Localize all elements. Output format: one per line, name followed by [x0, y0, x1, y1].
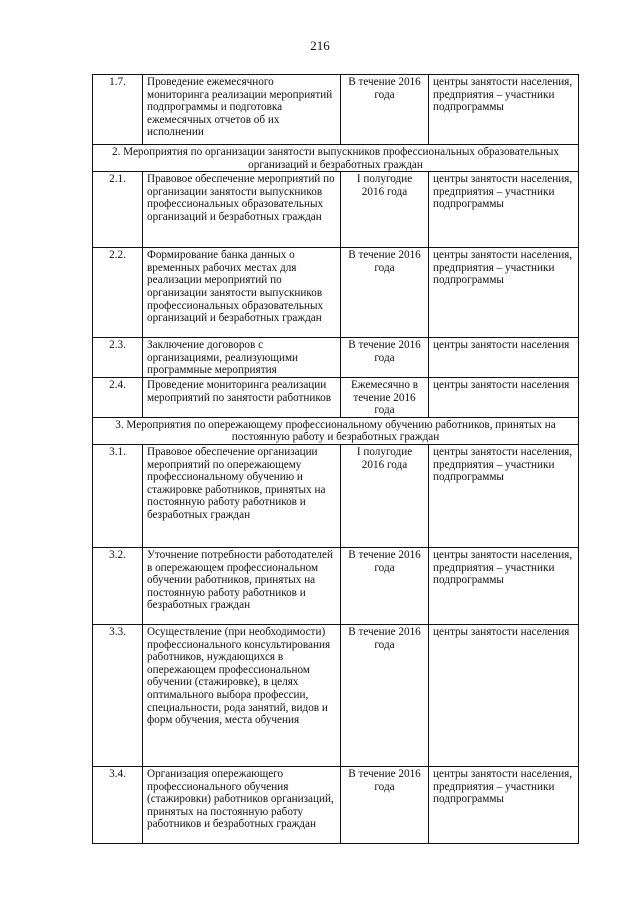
- row-number: 3.1.: [93, 444, 143, 547]
- section-title: 3. Мероприятия по опережающему профессиональному обучению работников, принятых на постоянную работу и безработных граждан: [93, 417, 579, 444]
- measure-text: Заключение договоров с организациями, реализующими программные мероприятия: [143, 338, 341, 378]
- table-row: [93, 624, 579, 766]
- section-header-row: [93, 145, 579, 172]
- measure-text: Формирование банка данных о временных рабочих местах для реализации мероприятий по организации занятости выпускников профессиональных образовательных организаций и безработных граждан: [143, 248, 341, 338]
- executor-text: центры занятости населения, предприятия – участники подпрограммы: [429, 248, 579, 338]
- measure-text: Правовое обеспечение мероприятий по организации занятости выпускников профессиональных образовательных организаций и безработных граждан: [143, 172, 341, 248]
- table-row: [93, 172, 579, 248]
- row-number: 2.3.: [93, 338, 143, 378]
- table-row: [93, 766, 579, 843]
- row-number: 2.1.: [93, 172, 143, 248]
- executor-text: центры занятости населения, предприятия – участники подпрограммы: [429, 172, 579, 248]
- executor-text: центры занятости населения, предприятия – участники подпрограммы: [429, 444, 579, 547]
- term-text: I полугодие 2016 года: [341, 172, 429, 248]
- term-text: В течение 2016 года: [341, 248, 429, 338]
- term-text: В течение 2016 года: [341, 75, 429, 145]
- term-text: В течение 2016 года: [341, 766, 429, 843]
- term-text: В течение 2016 года: [341, 547, 429, 624]
- executor-text: центры занятости населения, предприятия – участники подпрограммы: [429, 547, 579, 624]
- row-number: 2.4.: [93, 377, 143, 417]
- measures-table: [92, 74, 579, 844]
- row-number: 3.2.: [93, 547, 143, 624]
- term-text: В течение 2016 года: [341, 624, 429, 766]
- term-text: В течение 2016 года: [341, 338, 429, 378]
- page-number: 216: [310, 38, 330, 53]
- table-row: [93, 377, 579, 417]
- executor-text: центры занятости населения, предприятия – участники подпрограммы: [429, 75, 579, 145]
- term-text: Ежемесячно в течение 2016 года: [341, 377, 429, 417]
- executor-text: центры занятости населения, предприятия – участники подпрограммы: [429, 766, 579, 843]
- table-row: [93, 338, 579, 378]
- measure-text: Осуществление (при необходимости) профессионального консультирования работников, нуждающихся в опережающем профессиональном обучении (стажировке), в целях оптимального выбора профессии, специальности, рода занятий, видов и форм обучения, места обучения: [143, 624, 341, 766]
- measure-text: Проведение мониторинга реализации мероприятий по занятости работников: [143, 377, 341, 417]
- executor-text: центры занятости населения: [429, 377, 579, 417]
- term-text: I полугодие 2016 года: [341, 444, 429, 547]
- measure-text: Проведение ежемесячного мониторинга реализации мероприятий подпрограммы и подготовка ежемесячных отчетов об их исполнении: [143, 75, 341, 145]
- measure-text: Уточнение потребности работодателей в опережающем профессиональном обучении работников, принятых на постоянную работу работников и безработных граждан: [143, 547, 341, 624]
- row-number: 2.2.: [93, 248, 143, 338]
- measure-text: Организация опережающего профессионального обучения (стажировки) работников организаций, принятых на постоянную работу работников и безработных граждан: [143, 766, 341, 843]
- executor-text: центры занятости населения: [429, 624, 579, 766]
- table-row: [93, 75, 579, 145]
- row-number: 3.4.: [93, 766, 143, 843]
- table-row: [93, 547, 579, 624]
- section-header-row: [93, 417, 579, 444]
- measure-text: Правовое обеспечение организации мероприятий по опережающему профессиональному обучению и стажировке работников, принятых на постоянную работу работников и безработных граждан: [143, 444, 341, 547]
- table-row: [93, 248, 579, 338]
- row-number: 1.7.: [93, 75, 143, 145]
- executor-text: центры занятости населения: [429, 338, 579, 378]
- section-title: 2. Мероприятия по организации занятости выпускников профессиональных образовательных организаций и безработных граждан: [93, 145, 579, 172]
- table-row: [93, 444, 579, 547]
- row-number: 3.3.: [93, 624, 143, 766]
